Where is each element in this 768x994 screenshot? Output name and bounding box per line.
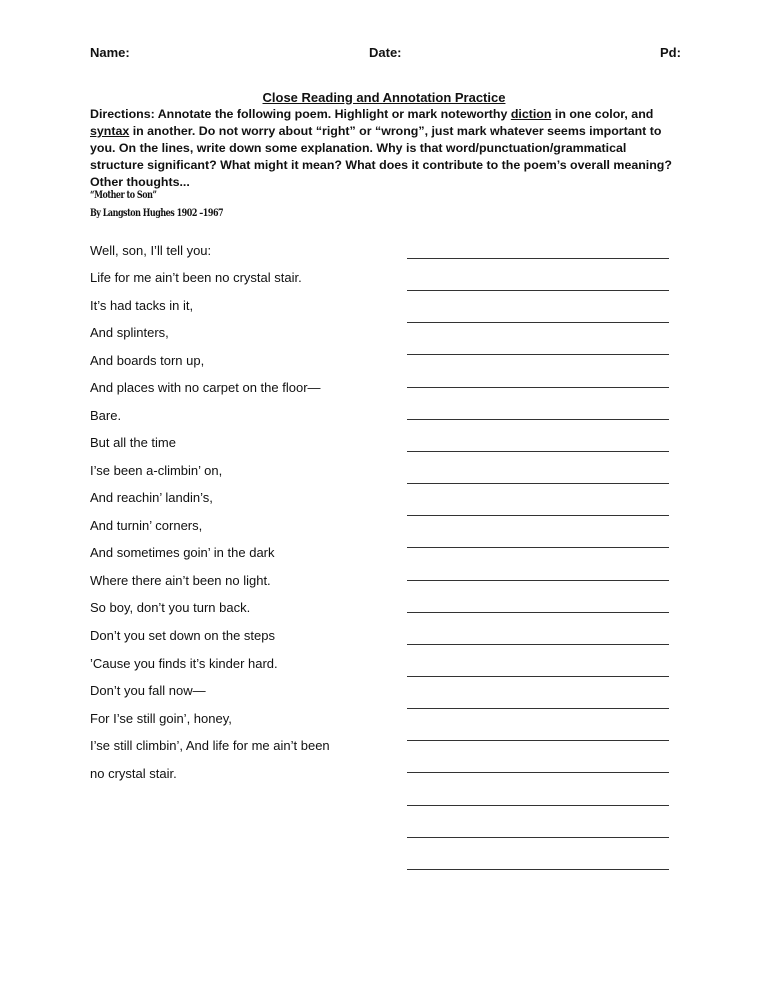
poem-line: And splinters,	[90, 325, 169, 340]
directions	[90, 106, 678, 191]
poem-line: For I’se still goin’, honey,	[90, 711, 232, 726]
answer-line[interactable]	[407, 354, 669, 355]
answer-line[interactable]	[407, 612, 669, 613]
answer-line[interactable]	[407, 419, 669, 420]
poem-line: Life for me ain’t been no crystal stair.	[90, 270, 302, 285]
poem-line: Don’t you set down on the steps	[90, 628, 276, 643]
poem-line: Bare.	[90, 408, 122, 423]
answer-line[interactable]	[407, 547, 669, 548]
poem-line: It’s had tacks in it,	[90, 298, 194, 313]
period-label: Pd:	[660, 45, 681, 60]
poem-line: I’se been a-climbin’ on,	[90, 463, 223, 478]
answer-line[interactable]	[407, 869, 669, 870]
page-title: Close Reading and Annotation Practice	[262, 90, 506, 105]
poem-line: And reachin’ landin’s,	[90, 490, 213, 505]
answer-line[interactable]	[407, 644, 669, 645]
answer-line[interactable]	[407, 451, 669, 452]
poem-line: So boy, don’t you turn back.	[90, 600, 251, 615]
answer-line[interactable]	[407, 290, 669, 291]
poem-line: Don’t you fall now—	[90, 683, 206, 698]
directions-text-2: in one color, and	[551, 107, 654, 121]
poem-line: I’se still climbin’, And life for me ain’t been	[90, 738, 330, 753]
answer-line[interactable]	[407, 805, 669, 806]
directions-text-1: Directions: Annotate the following poem. Highlight or mark noteworthy	[90, 107, 511, 121]
poem-line: Where there ain’t been no light.	[90, 573, 271, 588]
answer-line[interactable]	[407, 322, 669, 323]
answer-line[interactable]	[407, 772, 669, 773]
answer-line[interactable]	[407, 837, 669, 838]
poem-line: ’Cause you finds it’s kinder hard.	[90, 656, 278, 671]
poem-line: no crystal stair.	[90, 766, 177, 781]
poem-line: And boards torn up,	[90, 353, 205, 368]
poem-line: And sometimes goin’ in the dark	[90, 545, 275, 560]
answer-line[interactable]	[407, 676, 669, 677]
answer-line[interactable]	[407, 580, 669, 581]
answer-line[interactable]	[407, 258, 669, 259]
directions-text-3: in another. Do not worry about “right” or “wrong”, just mark whatever seems important to you. On the lines, write down some explanation. Why is that word/punctuation/grammatical structure significant? What might it mean? What does it contribute to the poem’s overall meaning? Other thoughts...	[90, 124, 672, 189]
date-label: Date:	[369, 45, 402, 60]
poem-line: Well, son, I’ll tell you:	[90, 243, 212, 258]
syntax-word: syntax	[90, 124, 130, 138]
answer-line[interactable]	[407, 515, 669, 516]
answer-line[interactable]	[407, 740, 669, 741]
answer-line[interactable]	[407, 387, 669, 388]
answer-line[interactable]	[407, 708, 669, 709]
name-label: Name:	[90, 45, 130, 60]
poem-line: And turnin’ corners,	[90, 518, 203, 533]
poem-line: But all the time	[90, 435, 176, 450]
poem-author: By Langston Hughes 1902 –1967	[90, 208, 224, 219]
answer-line[interactable]	[407, 483, 669, 484]
poem-line: And places with no carpet on the floor—	[90, 380, 321, 395]
diction-word: diction	[510, 107, 552, 121]
poem-title: “Mother to Son”	[90, 190, 157, 201]
